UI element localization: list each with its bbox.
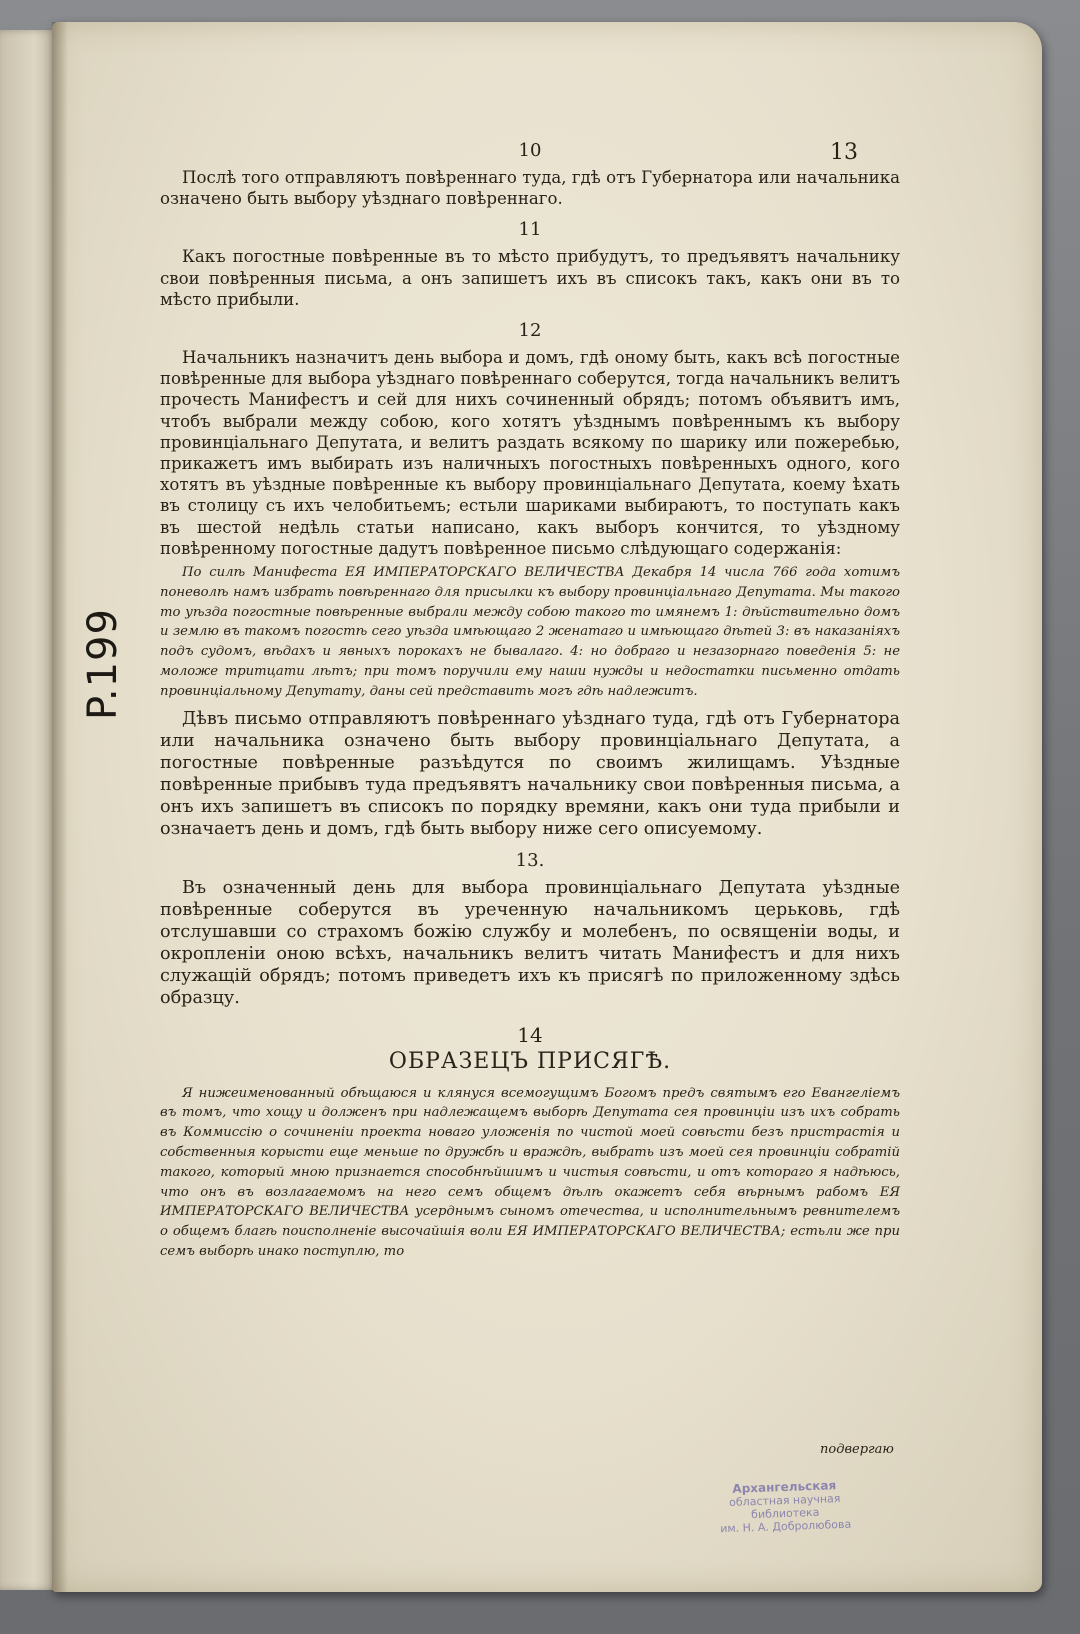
oath-text: Я нижеименованный обѣщаюся и клянуся всемогущимъ Богомъ предъ святымъ его Евангеліемъ въ томъ, что хощу и долженъ при надлежащемъ выборѣ Депутата сея провинціи изъ ихъ собрать въ Коммиссію о сочиненіи проекта новаго уложенія по чистой моей совѣсти безъ пристрастія и собственныя корысти еще меньше по дружбѣ и враждѣ, выбрать изъ моей сея провинціи собратій такого, который мною признается способнѣйшимъ и чистыя совѣсти, и отъ котораго я надѣюсь, что онъ въ возлагаемомъ на него семъ общемъ дѣлѣ окажетъ себя вѣрнымъ рабомъ ЕЯ ИМПЕРАТОРСКАГО ВЕЛИЧЕСТВА усерднымъ сыномъ отечества, и исполнительнымъ ревнителемъ о общемъ благѣ поисполненіе высочайшія воли ЕЯ ИМПЕРАТОРСКАГО ВЕЛИЧЕСТВА; естьли же при семъ выборѣ инако поступлю, то — [160, 1085, 900, 1259]
stamp-line-4: им. Н. А. Добролюбова — [719, 1517, 852, 1536]
library-stamp — [689, 1477, 881, 1537]
section-12-text: Начальникъ назначитъ день выбора и домъ, гдѣ оному быть, какъ всѣ погостные повѣренные для выбора уѣзднаго повѣреннаго соберутся, тогда начальникъ велитъ прочесть Манифестъ и сей для нихъ сочиненный обрядъ; потомъ объявитъ имъ, чтобъ выбрали между собою, кого хотятъ уѣзднымъ повѣреннымъ къ выбору провинціальнаго Депутата, и велитъ раздать всякому по шарику или пожеребью, прикажетъ имъ выбирать изъ наличныхъ погостныхъ повѣренныхъ одного, кого хотятъ въ уѣздные повѣренные къ выбору провинціальнаго Депутата, коему ѣхать въ столицу съ ихъ челобитьемъ; естьли шариками выбираютъ, то поступать какъ въ шестой недѣль статьи написано, какъ выборъ кончится, то уѣздному повѣренному погостные дадутъ повѣренное письмо слѣдующаго содержанія: — [160, 348, 900, 558]
section-14-number: 14 — [517, 1022, 543, 1047]
catchword: подвергаю — [820, 1442, 894, 1457]
section-10-number: 10 — [518, 140, 542, 161]
stamp-line-1: Архангельская — [732, 1478, 837, 1496]
section-12-letter: По силѣ Манифеста ЕЯ ИМПЕРАТОРСКАГО ВЕЛИЧЕСТВА Декабря 14 числа 766 года хотимъ поневолѣ намъ избрать повѣреннаго для присылки къ выбору провинціальнаго Депутата. Мы такого то уѣзда погостные повѣренные выбрали между собою такого то имянемъ 1: дѣйствительно домъ и землю въ такомъ погостѣ сего уѣзда имѣющаго 2 женатаго и имѣющаго дѣтей 3: въ наказаніяхъ подъ судомъ, вѣдахъ и явныхъ порокахъ не бывалаго. 4: но добраго и незазорнаго поведенія 5: не моложе тритцати лѣтъ; при томъ поручили ему наши нужды и недостатки письменно отдать провинціальному Депутату, даны сей представить могъ гдѣ надлежитъ. — [160, 565, 900, 699]
section-11-number: 11 — [518, 219, 542, 241]
section-12-number: 12 — [518, 320, 542, 342]
section-12-continuation: Дѣвъ письмо отправляютъ повѣреннаго уѣзднаго туда, гдѣ отъ Губернатора или начальника означено быть выбору провинціальнаго Депутата, а погостные повѣренные разъѣдутся по своимъ жилищамъ. Уѣздные повѣренные прибывъ туда предъявятъ начальнику свои повѣренныя письма, а онъ ихъ запишетъ въ списокъ по порядку времяни, какъ они туда прибыли и означаетъ день и домъ, гдѣ быть выбору ниже сего описуемому. — [160, 708, 900, 839]
oath-title: ОБРАЗЕЦЪ ПРИСЯГѢ. — [388, 1048, 672, 1074]
shelfmark-handwritten: P.199 — [80, 608, 126, 720]
stamp-line-3: библиотека — [750, 1505, 820, 1522]
section-11-text: Какъ погостные повѣренные въ то мѣсто прибудутъ, то предъявятъ начальнику свои повѣренныя письма, а онъ запишетъ ихъ въ списокъ такъ, какъ они въ то мѣсто прибыли. — [160, 247, 900, 309]
section-13-number: 13. — [515, 849, 545, 871]
section-13-text: Въ означенный день для выбора провинціальнаго Депутата уѣздные повѣренные соберутся въ уреченную начальникомъ церьковь, гдѣ отслушавши со страхомъ божію службу и молебенъ, по освященіи воды, и окропленіи оною всѣхъ, начальникъ велитъ читать Манифестъ и для нихъ служащій обрядъ; потомъ приведетъ ихъ къ присягѣ по приложенному здѣсь образцу. — [160, 877, 900, 1008]
page-gutter-shadow — [52, 22, 68, 1592]
stamp-line-2: областная научная — [728, 1492, 841, 1509]
page-number: 13 — [830, 140, 858, 165]
section-10-text: Послѣ того отправляютъ повѣреннаго туда, гдѣ отъ Губернатора или начальника означено быть выбору уѣзднаго повѣреннаго. — [160, 168, 900, 209]
page-text — [160, 130, 900, 1268]
